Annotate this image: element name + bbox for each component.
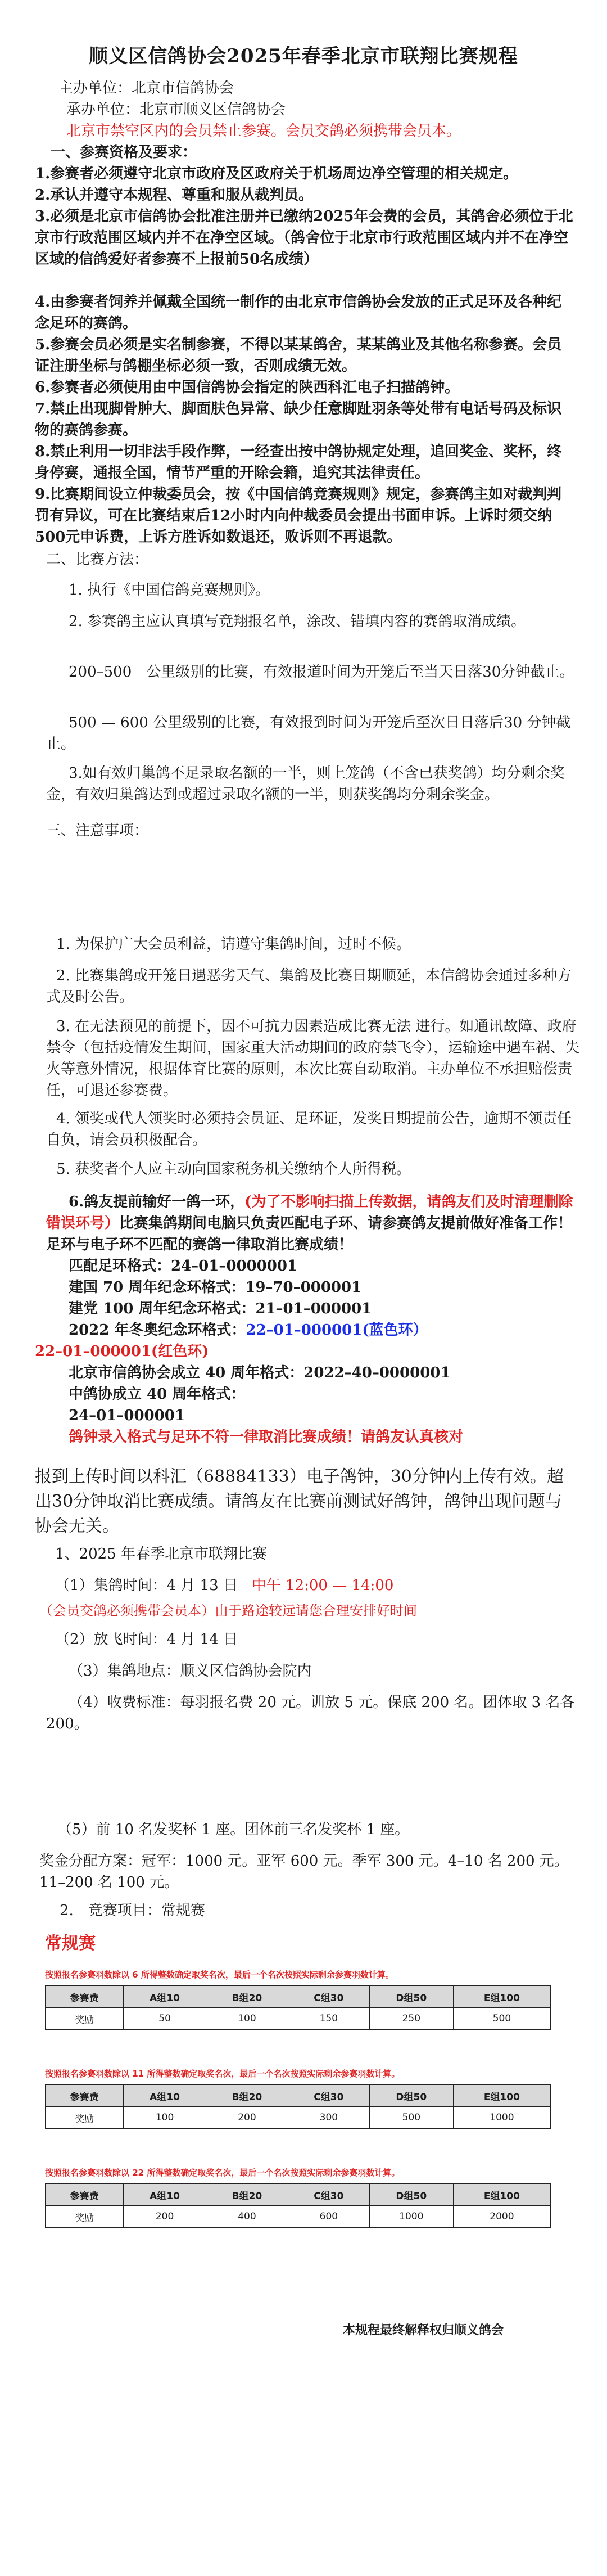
table-header-cell: B组20 bbox=[206, 2184, 288, 2206]
rule-item-5: 5.参赛会员必须是实名制参赛，不得以某某鸽舍，某某鸽业及其他名称参赛。会员证注册坐标与鸽棚坐标必须一致，否则成绩无效。 bbox=[35, 336, 562, 375]
table-row bbox=[46, 2008, 551, 2030]
rule-item-7: 7.禁止出现脚骨肿大、脚面肤色异常、缺少任意脚趾羽条等处带有电话号码及标识物的赛鸽参赛。 bbox=[35, 400, 562, 439]
table-header-cell: B组20 bbox=[206, 2085, 288, 2107]
method-item-3: 3.如有效归巢鸽不足录取名额的一半，则上笼鸽（不含已获奖鸽）均分剩余奖金，有效归巢鸽达到或超过录取名额的一半，则获奖鸽均分剩余奖金。 bbox=[46, 765, 565, 803]
rule-item-1: 1.参赛者必须遵守北京市政府及区政府关于机场周边净空管理的相关规定。 bbox=[35, 165, 518, 182]
collect-hours: 中午 12:00 — 14:00 bbox=[251, 1577, 394, 1594]
collect-time bbox=[55, 1575, 595, 1596]
table-header-cell: D组50 bbox=[369, 2085, 453, 2107]
race-title: 1、2025 年春季北京市联翔比赛 bbox=[55, 1546, 267, 1562]
table-cell: 1000 bbox=[369, 2206, 453, 2228]
table-header-cell: C组30 bbox=[288, 1986, 369, 2008]
table-header-cell: C组30 bbox=[288, 2184, 369, 2206]
release-time: （2）放飞时间：4 月 14 日 bbox=[55, 1631, 238, 1648]
fee-standard: （4）收费标准：每羽报名费 20 元。训放 5 元。保底 200 名。团体取 3 名各 200。 bbox=[46, 1694, 575, 1732]
table-cell: 200 bbox=[206, 2107, 288, 2129]
item6-intro: 6.鸽友提前输好一鸽一环， bbox=[69, 1194, 245, 1210]
table-row bbox=[46, 2206, 551, 2228]
olympic-prefix: 2022 年冬奥纪念环格式： bbox=[69, 1322, 246, 1339]
table-cell: 100 bbox=[124, 2107, 206, 2129]
table-cell: 150 bbox=[288, 2008, 369, 2030]
table-cell: 奖励 bbox=[46, 2206, 124, 2228]
table-cell: 250 bbox=[369, 2008, 453, 2030]
ring-format-3: 建党 100 周年纪念环格式：21–01–000001 bbox=[69, 1300, 372, 1317]
prize-table-1 bbox=[45, 1985, 551, 2030]
section2-title: 二、比赛方法： bbox=[46, 551, 149, 568]
notice-item-1: 1. 为保护广大会员利益，请遵守集鸽时间，过时不候。 bbox=[56, 936, 411, 953]
notice-item-3: 3. 在无法预见的前提下，因不可抗力因素造成比赛无法 进行。如通讯故障、政府禁令（包括疫情发生期间，国家重大活动期间的政府禁飞令），运输途中遇车祸、失火等意外情况，根据体育比赛的原则，本次比赛自动取消。主办单位不承担赔偿责任，可退还参赛费。 bbox=[46, 1018, 580, 1099]
collect-label: （1）集鸽时间：4 月 13 日 bbox=[55, 1577, 238, 1594]
rule-item-4: 4.由参赛者饲养并佩戴全国统一制作的由北京市信鸽协会发放的正式足环及各种纪念足环的赛鸽。 bbox=[35, 294, 562, 332]
table-cell: 200 bbox=[124, 2206, 206, 2228]
table3-note: 按照报名参赛羽数除以 22 所得整数确定取奖名次，最后一个名次按照实际剩余参赛羽数计算。 bbox=[45, 2168, 400, 2178]
footer-note: 本规程最终解释权归顺义鸽会 bbox=[343, 2323, 504, 2338]
competition-item: 2. 竞赛项目：常规赛 bbox=[60, 1902, 205, 1919]
notice-item-6 bbox=[46, 1191, 586, 1255]
table-header-row bbox=[46, 2085, 551, 2107]
regular-title: 常规赛 bbox=[45, 1934, 96, 1953]
olympic-red-ring: 22–01–000001(红色环) bbox=[35, 1343, 209, 1360]
table-header-row bbox=[46, 1986, 551, 2008]
table-cell: 100 bbox=[206, 2008, 288, 2030]
method-distance-1: 200–500 公里级别的比赛，有效报道时间为开笼后至当天日落30分钟截止。 bbox=[69, 664, 574, 681]
notice-item-4: 4. 领奖或代人领奖时必须持会员证、足环证，发奖日期提前公告，逾期不领责任自负，请会员积极配合。 bbox=[46, 1110, 572, 1149]
table-header-cell: 参赛费 bbox=[46, 2085, 124, 2107]
notice-item-5: 5. 获奖者个人应主动向国家税务机关缴纳个人所得税。 bbox=[56, 1161, 411, 1178]
prize-table-2 bbox=[45, 2084, 551, 2129]
section3-title: 三、注意事项： bbox=[46, 822, 149, 839]
table-header-cell: E组100 bbox=[453, 2184, 550, 2206]
rule-item-2: 2.承认并遵守本规程、尊重和服从裁判员。 bbox=[35, 187, 314, 204]
upload-instructions: 报到上传时间以科汇（68884133）电子鸽钟，30分钟内上传有效。超出30分钟取消比赛成绩。请鸽友在比赛前测试好鸽钟，鸽钟出现问题与协会无关。 bbox=[35, 1467, 564, 1536]
banned-notice: 北京市禁空区内的会员禁止参赛。会员交鸽必须携带会员本。 bbox=[66, 123, 461, 139]
collect-location: （3）集鸽地点：顺义区信鸽协会院内 bbox=[69, 1663, 312, 1679]
prize-distribution: 奖金分配方案：冠军：1000 元。亚军 600 元。季军 300 元。4–10 名 200 元。11–200 名 100 元。 bbox=[39, 1853, 569, 1891]
document-title: 顺义区信鸽协会2025年春季北京市联翔比赛规程 bbox=[89, 45, 518, 67]
notice-item-2: 2. 比赛集鸽或开笼日遇恶劣天气、集鸽及比赛日期顺延，本信鸽协会通过多种方式及时公告。 bbox=[46, 967, 572, 1006]
table-header-cell: A组10 bbox=[124, 1986, 206, 2008]
table-header-cell: A组10 bbox=[124, 2184, 206, 2206]
collect-note: （会员交鸽必须携带会员本）由于路途较远请您合理安排好时间 bbox=[39, 1603, 417, 1619]
trophy-info: （5）前 10 名发奖杯 1 座。团体前三名发奖杯 1 座。 bbox=[57, 1821, 410, 1838]
method-distance-2: 500 — 600 公里级别的比赛，有效报到时间为开笼后至次日日落后30 分钟截止。 bbox=[46, 714, 571, 753]
rule-item-9: 9.比赛期间设立仲裁委员会，按《中国信鸽竞赛规则》规定，参赛鸽主如对裁判判罚有异议，可在比赛结束后12小时内向仲裁委员会提出书面申诉。上诉时须交纳500元申诉费，上诉方胜诉如数退还，败诉则不再退款。 bbox=[35, 486, 562, 546]
host-line: 承办单位：北京市顺义区信鸽协会 bbox=[66, 101, 286, 118]
method-item-1: 1. 执行《中国信鸽竞赛规则》。 bbox=[69, 582, 270, 598]
ring-format-2: 建国 70 周年纪念环格式：19–70–000001 bbox=[69, 1279, 362, 1296]
table-cell: 奖励 bbox=[46, 2008, 124, 2030]
rule-item-3: 3.必须是北京市信鸽协会批准注册并已缴纳2025年会费的会员，其鸽舍必须位于北京市行政范围区域内并不在净空区域。（鸽舍位于北京市行政范围区域内并不在净空区域的信鸽爱好者参赛不上报前50名成绩） bbox=[35, 208, 573, 268]
table-header-cell: 参赛费 bbox=[46, 1986, 124, 2008]
anniv40-zh-label: 中鸽协成立 40 周年格式： bbox=[69, 1386, 246, 1403]
table-cell: 奖励 bbox=[46, 2107, 124, 2129]
table-header-cell: B组20 bbox=[206, 1986, 288, 2008]
ring-format-olympic bbox=[69, 1319, 607, 1341]
anniv40-zh-value: 24–01–000001 bbox=[69, 1407, 185, 1424]
table-row bbox=[46, 2107, 551, 2129]
table-cell: 50 bbox=[124, 2008, 206, 2030]
table-cell: 400 bbox=[206, 2206, 288, 2228]
ring-format-1: 匹配足环格式：24–01–0000001 bbox=[69, 1258, 297, 1275]
table-cell: 500 bbox=[453, 2008, 550, 2030]
table-cell: 600 bbox=[288, 2206, 369, 2228]
table-header-cell: 参赛费 bbox=[46, 2184, 124, 2206]
method-item-2: 2. 参赛鸽主应认真填写竞翔报名单，涂改、错填内容的赛鸽取消成绩。 bbox=[69, 613, 526, 630]
table-cell: 2000 bbox=[453, 2206, 550, 2228]
rule-item-6: 6.参赛者必须使用由中国信鸽协会指定的陕西科汇电子扫描鸽钟。 bbox=[35, 379, 460, 396]
item6-rest: 比赛集鸽期间电脑只负责匹配电子环、请参赛鸽友提前做好准备工作！足环与电子环不匹配的赛鸽一律取消比赛成绩！ bbox=[46, 1215, 573, 1253]
olympic-blue-ring: 22–01–000001(蓝色环） bbox=[246, 1322, 428, 1339]
table-header-row bbox=[46, 2184, 551, 2206]
table-header-cell: D组50 bbox=[369, 1986, 453, 2008]
table-cell: 1000 bbox=[453, 2107, 550, 2129]
rule-item-8: 8.禁止利用一切非法手段作弊，一经查出按中鸽协规定处理，追回奖金、奖杯，终身停赛，通报全国，情节严重的开除会籍，追究其法律责任。 bbox=[35, 443, 562, 481]
format-warning: 鸽钟录入格式与足环不符一律取消比赛成绩！请鸽友认真核对 bbox=[69, 1429, 464, 1445]
table1-note: 按照报名参赛羽数除以 6 所得整数确定取奖名次，最后一个名次按照实际剩余参赛羽数计算。 bbox=[45, 1970, 394, 1980]
table-cell: 300 bbox=[288, 2107, 369, 2129]
prize-table-3 bbox=[45, 2183, 551, 2228]
table-header-cell: A组10 bbox=[124, 2085, 206, 2107]
item6-red-note: (为了不影响扫描上传数据，请鸽友们及时清理删除错误环号） bbox=[46, 1194, 573, 1232]
section1-title: 一、参赛资格及要求： bbox=[51, 144, 197, 161]
anniv40-format: 北京市信鸽协会成立 40 周年格式：2022–40–0000001 bbox=[69, 1364, 451, 1381]
table-cell: 500 bbox=[369, 2107, 453, 2129]
organizer-line: 主办单位：北京市信鸽协会 bbox=[58, 80, 234, 97]
table-header-cell: D组50 bbox=[369, 2184, 453, 2206]
table-header-cell: E组100 bbox=[453, 1986, 550, 2008]
table-header-cell: C组30 bbox=[288, 2085, 369, 2107]
table-header-cell: E组100 bbox=[453, 2085, 550, 2107]
table2-note: 按照报名参赛羽数除以 11 所得整数确定取奖名次，最后一个名次按照实际剩余参赛羽数计算。 bbox=[45, 2069, 400, 2079]
